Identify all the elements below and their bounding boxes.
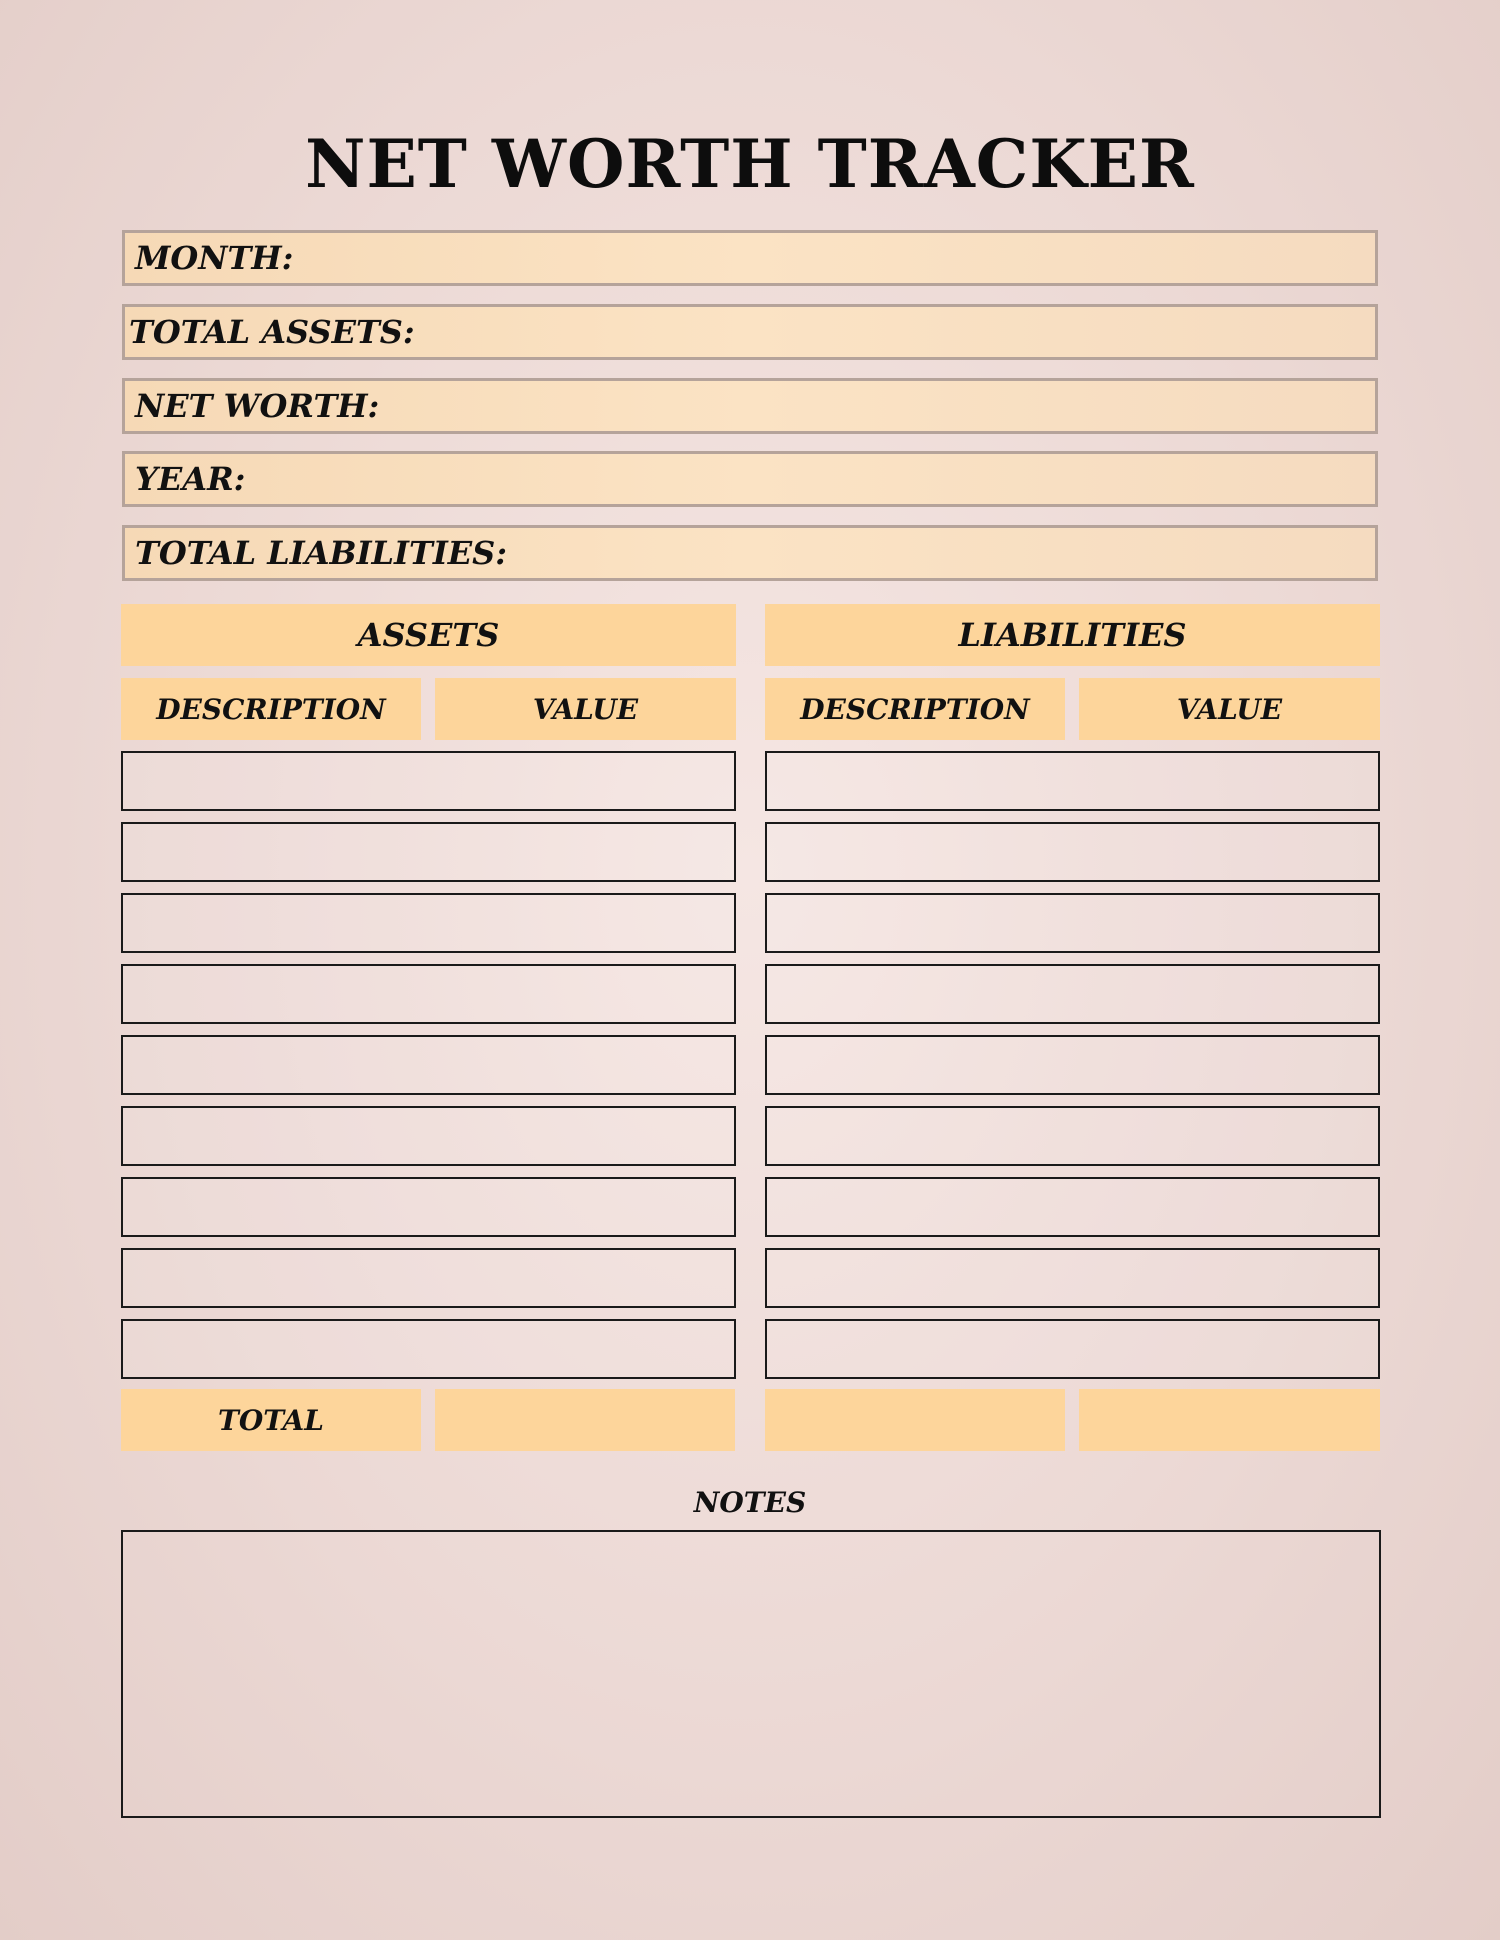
liability-row[interactable] bbox=[765, 964, 1380, 1024]
asset-row[interactable] bbox=[121, 1035, 736, 1095]
liabilities-description-header bbox=[765, 678, 1065, 740]
asset-row[interactable] bbox=[121, 1106, 736, 1166]
asset-row[interactable] bbox=[121, 893, 736, 953]
assets-header bbox=[121, 604, 736, 666]
total-liabilities-field[interactable] bbox=[122, 525, 1378, 581]
year-label: YEAR: bbox=[135, 460, 246, 498]
notes-title: NOTES bbox=[693, 1486, 807, 1519]
year-field[interactable] bbox=[122, 451, 1378, 507]
asset-row[interactable] bbox=[121, 1319, 736, 1379]
liabilities-value-label: VALUE bbox=[1176, 692, 1283, 726]
assets-description-header bbox=[121, 678, 421, 740]
liability-row[interactable] bbox=[765, 751, 1380, 811]
notes-box[interactable] bbox=[121, 1530, 1381, 1818]
total-assets-label: TOTAL ASSETS: bbox=[129, 313, 415, 351]
net-worth-field[interactable] bbox=[122, 378, 1378, 434]
assets-value-label: VALUE bbox=[532, 692, 639, 726]
assets-description-label: DESCRIPTION bbox=[156, 692, 386, 726]
asset-row[interactable] bbox=[121, 964, 736, 1024]
liabilities-value-header bbox=[1079, 678, 1380, 740]
asset-row[interactable] bbox=[121, 1248, 736, 1308]
total-liabilities-label: TOTAL LIABILITIES: bbox=[135, 534, 508, 572]
assets-total-value[interactable] bbox=[435, 1389, 735, 1451]
liabilities-description-label: DESCRIPTION bbox=[800, 692, 1030, 726]
liabilities-header bbox=[765, 604, 1380, 666]
liability-row[interactable] bbox=[765, 1035, 1380, 1095]
month-label: MONTH: bbox=[135, 239, 294, 277]
assets-value-header bbox=[435, 678, 736, 740]
asset-row[interactable] bbox=[121, 1177, 736, 1237]
page-title: NET WORTH TRACKER bbox=[305, 125, 1195, 203]
liabilities-total-value[interactable] bbox=[1079, 1389, 1380, 1451]
asset-row[interactable] bbox=[121, 822, 736, 882]
liability-row[interactable] bbox=[765, 822, 1380, 882]
liability-row[interactable] bbox=[765, 1319, 1380, 1379]
liability-row[interactable] bbox=[765, 1106, 1380, 1166]
liabilities-title: LIABILITIES bbox=[958, 616, 1187, 654]
total-assets-field[interactable] bbox=[122, 304, 1378, 360]
assets-total-label-cell bbox=[121, 1389, 421, 1451]
assets-title: ASSETS bbox=[357, 616, 500, 654]
liabilities-total-description[interactable] bbox=[765, 1389, 1065, 1451]
liability-row[interactable] bbox=[765, 1177, 1380, 1237]
month-field[interactable] bbox=[122, 230, 1378, 286]
notes-title-wrap bbox=[0, 1486, 1500, 1519]
assets-total-label: TOTAL bbox=[218, 1403, 324, 1437]
asset-row[interactable] bbox=[121, 751, 736, 811]
liability-row[interactable] bbox=[765, 1248, 1380, 1308]
net-worth-label: NET WORTH: bbox=[135, 387, 380, 425]
liability-row[interactable] bbox=[765, 893, 1380, 953]
